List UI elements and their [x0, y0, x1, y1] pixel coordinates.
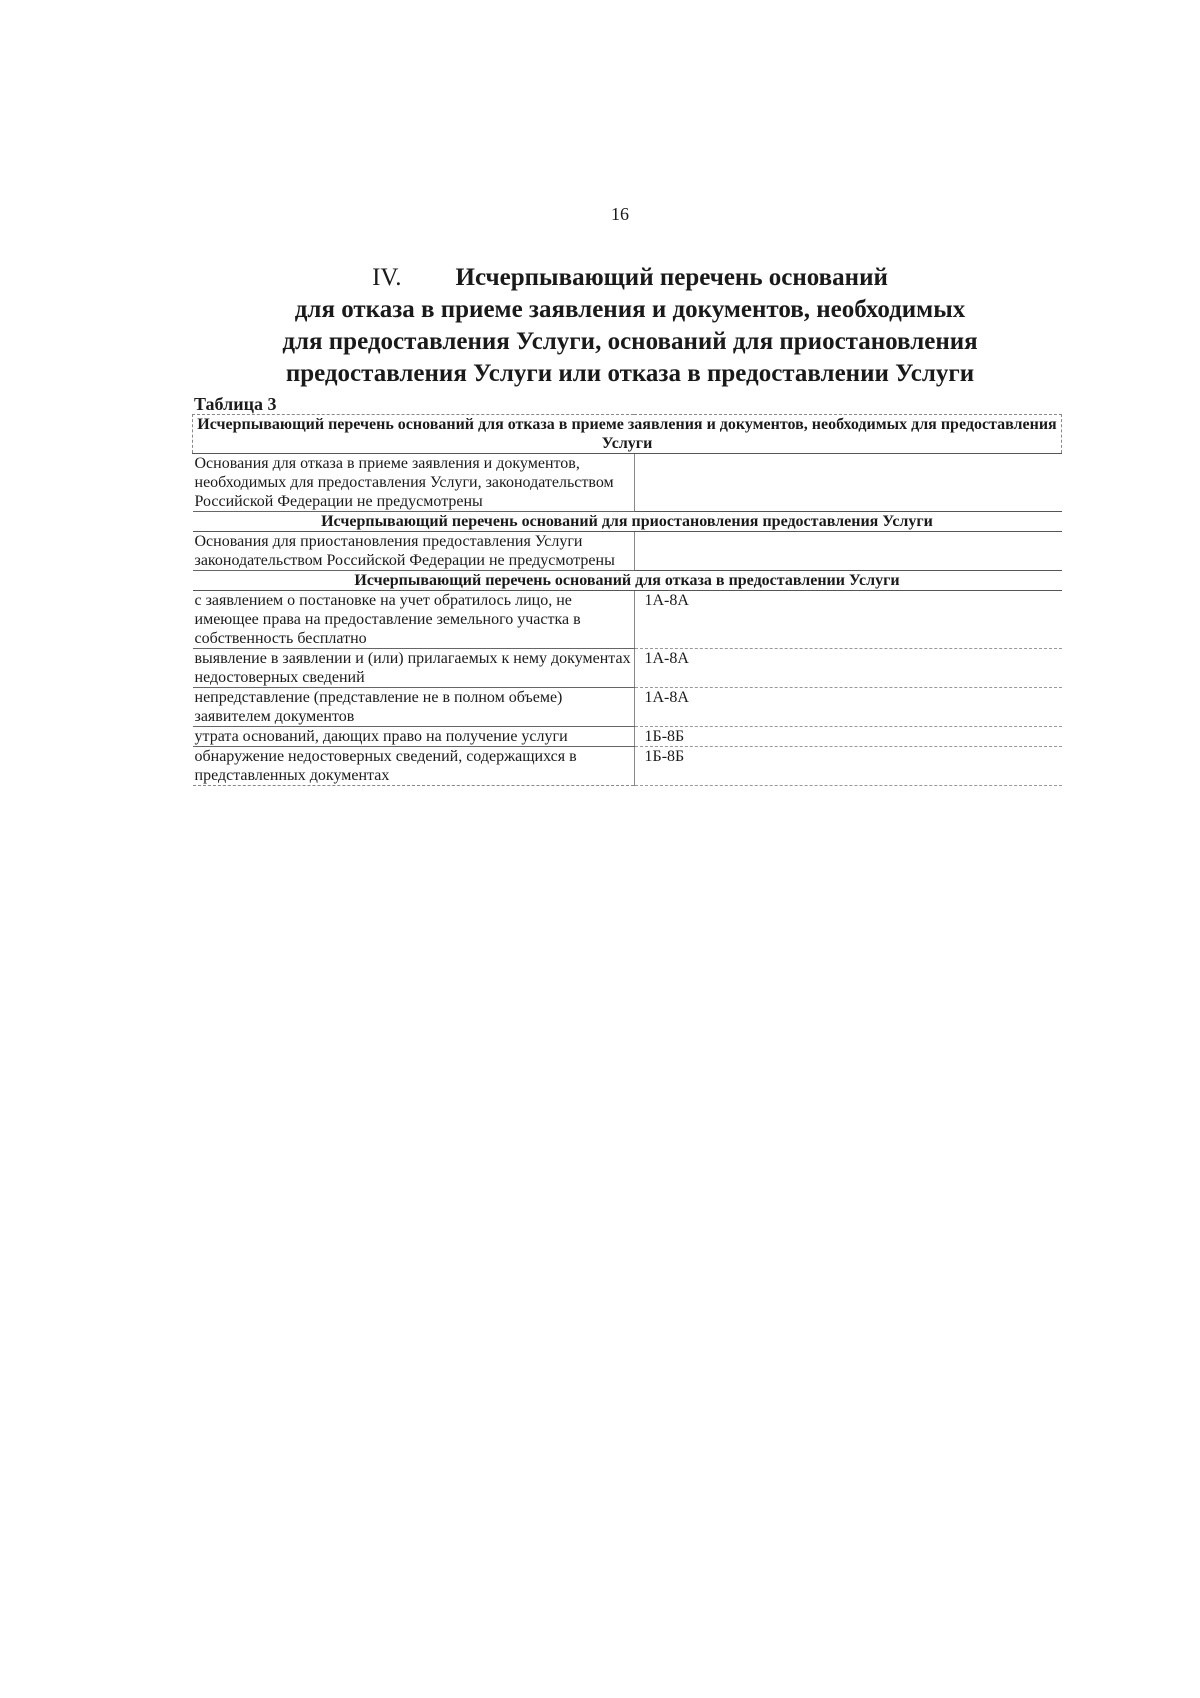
table-row — [193, 532, 1062, 571]
table-row — [193, 454, 1062, 512]
grounds-table — [192, 414, 1062, 786]
reason-cell: непредставление (представление не в полном объеме) заявителем документов — [193, 688, 635, 727]
heading-line-2: для отказа в приеме заявления и документов, необходимых — [294, 296, 966, 323]
section-2-header: Исчерпывающий перечень оснований для приостановления предоставления Услуги — [193, 512, 1062, 532]
page-number: 16 — [611, 204, 629, 224]
table-label: Таблица 3 — [194, 394, 277, 414]
reason-cell: Основания для отказа в приеме заявления и документов, необходимых для предоставления Услуги, законодательством Российской Федерации не предусмотрены — [193, 454, 635, 512]
code-cell: 1А-8А — [634, 688, 1062, 727]
table-row — [193, 591, 1062, 649]
reason-cell: выявление в заявлении и (или) прилагаемых к нему документах недостоверных сведений — [193, 649, 635, 688]
code-cell: 1А-8А — [634, 591, 1062, 649]
reason-cell: обнаружение недостоверных сведений, содержащихся в представленных документах — [193, 747, 635, 786]
table-row — [193, 649, 1062, 688]
section-2-header-row — [193, 512, 1062, 532]
code-cell: 1Б-8Б — [634, 727, 1062, 747]
table-row — [193, 727, 1062, 747]
table-row — [193, 688, 1062, 727]
section-1-header: Исчерпывающий перечень оснований для отказа в приеме заявления и документов, необходимых для предоставления Услуги — [193, 415, 1062, 454]
reason-cell: с заявлением о постановке на учет обратилось лицо, не имеющее права на предоставление земельного участка в собственность бесплатно — [193, 591, 635, 649]
section-1-header-row — [193, 415, 1062, 454]
heading-line-1-text: Исчерпывающий перечень оснований — [455, 264, 888, 291]
reason-cell: Основания для приостановления предоставления Услуги законодательством Российской Федерации не предусмотрены — [193, 532, 635, 571]
section-number: IV. — [372, 264, 402, 291]
code-cell: 1Б-8Б — [634, 747, 1062, 786]
code-cell — [634, 532, 1062, 571]
section-3-header: Исчерпывающий перечень оснований для отказа в предоставлении Услуги — [193, 571, 1062, 591]
table-row — [193, 747, 1062, 786]
section-3-header-row — [193, 571, 1062, 591]
heading-line-3: для предоставления Услуги, оснований для приостановления — [282, 328, 978, 355]
code-cell — [634, 454, 1062, 512]
heading-line-1 — [190, 262, 1070, 294]
reason-cell: утрата оснований, дающих право на получение услуги — [193, 727, 635, 747]
section-heading — [190, 262, 1070, 390]
code-cell: 1А-8А — [634, 649, 1062, 688]
heading-line-4: предоставления Услуги или отказа в предоставлении Услуги — [285, 360, 975, 387]
